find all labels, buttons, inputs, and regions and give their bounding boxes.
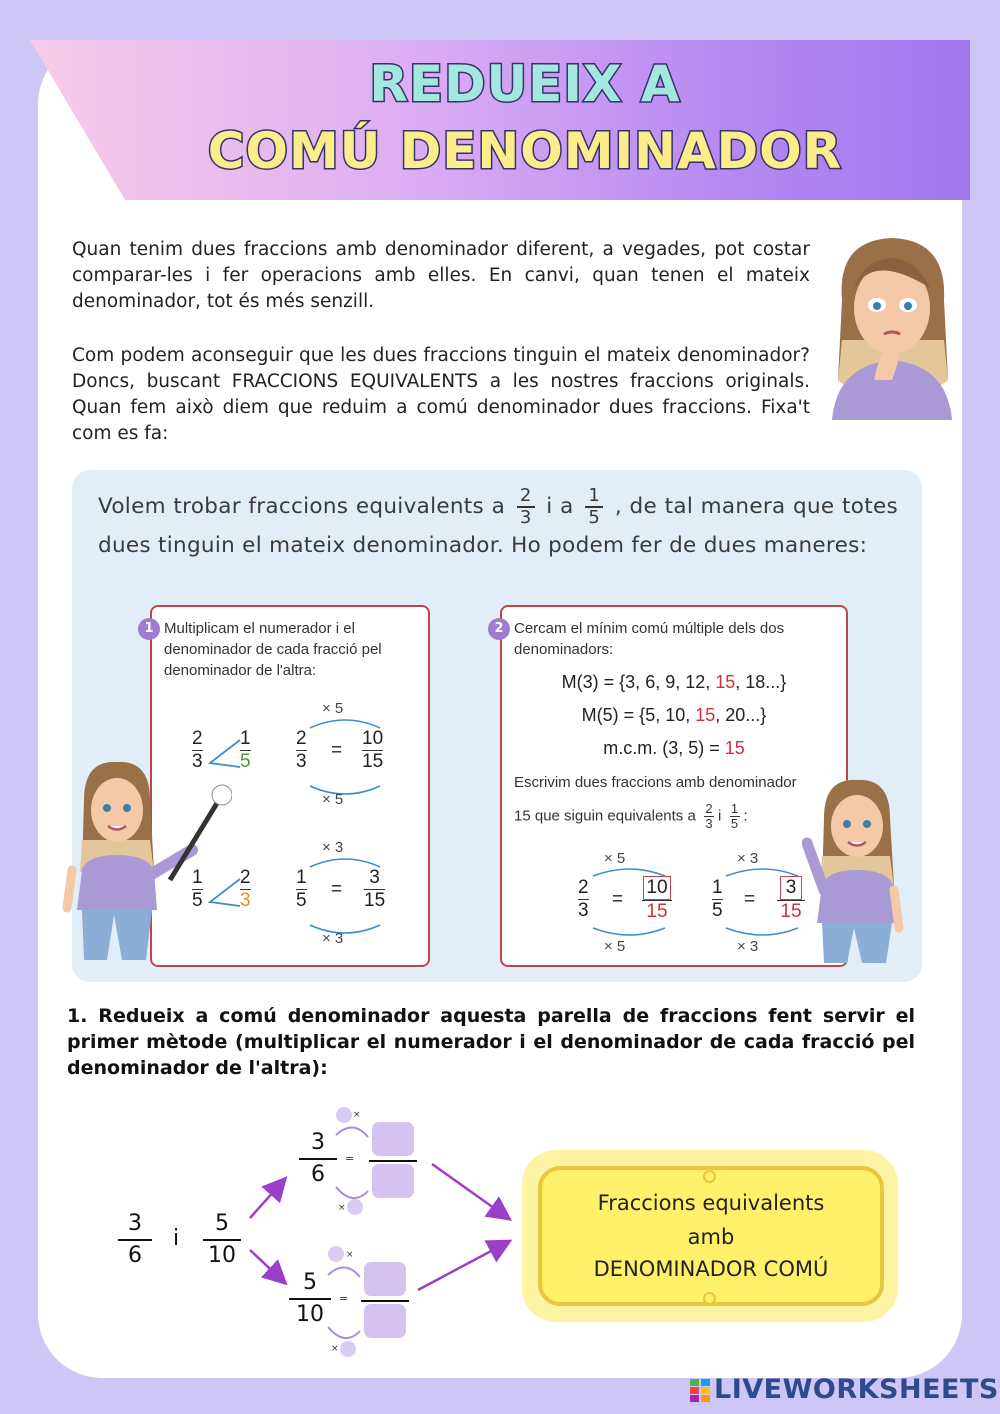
exercise-fraction-2: 5 10 <box>203 1209 241 1271</box>
presenting-avatar-illustration <box>802 778 912 973</box>
bottom-denominator-input[interactable] <box>364 1304 406 1338</box>
result-ring-top <box>703 1170 716 1183</box>
m2-eqA-frac-left: 2 3 <box>578 877 589 921</box>
m1-r2-frac-right: 3 15 <box>364 867 386 911</box>
m2-eqA-frac-right: $\frac{10}{15}$ <box>642 876 672 923</box>
multiples-of-5: M(5) = {5, 10, 15, 20...} <box>581 705 767 725</box>
thinking-avatar-illustration <box>822 230 962 420</box>
exercise-conjunction: i <box>173 1226 180 1251</box>
m1-r1-frac-b: 1 5 <box>240 728 251 772</box>
m1-r1-op-bottom: × 5 <box>322 791 344 808</box>
top-numerator-input[interactable] <box>372 1122 414 1156</box>
m1-r1-frac-left: 2 3 <box>296 728 307 772</box>
connector-arrows-icon <box>240 1160 530 1300</box>
bottom-original-fraction: 5 10 <box>289 1268 331 1330</box>
result-line-1: Fraccions equivalents <box>597 1191 825 1215</box>
liveworksheets-brand[interactable]: LIVEWORKSHEETS <box>714 1374 999 1405</box>
m2-eqA-arrows-icon <box>585 862 675 942</box>
m2-eqB-op-top: × 3 <box>737 850 759 867</box>
bottom-equals: = <box>339 1292 349 1305</box>
explanation-text <box>98 486 898 564</box>
method-2-text: Cercam el mínim comú múltiple dels dos denominadors: <box>514 620 785 658</box>
explanation-text-c: , de tal manera que totes dues tinguin el mateix denominador. Ho podem fer de dues maneres: <box>98 494 898 558</box>
m1-r2-equals: = <box>331 879 343 900</box>
m1-r2-op-top: × 3 <box>322 839 344 856</box>
m1-r1-arrows-icon <box>300 712 390 802</box>
m2-eqA-equals: = <box>612 889 624 910</box>
m1-r2-frac-left: 1 5 <box>296 867 307 911</box>
m1-r1-op-top: × 5 <box>322 700 344 717</box>
m2-eqB-arrows-icon <box>718 862 808 942</box>
intro-paragraph-1: Quan tenim dues fraccions amb denominador diferent, a vegades, pot costar comparar-les i fer operacions amb elles. En canvi, quan tenen el mateix denominador, tot és més senzill. <box>72 239 810 312</box>
multiples-of-3: M(3) = {3, 6, 9, 12, 15, 18...} <box>561 672 787 692</box>
m2-eqB-op-bottom: × 3 <box>737 938 759 955</box>
result-line-3: DENOMINADOR COMÚ <box>593 1257 829 1281</box>
lcm-line: m.c.m. (3, 5) = 15 <box>603 738 745 758</box>
title-line-2: COMÚ DENOMINADOR <box>207 122 843 180</box>
top-times-sign-top: × <box>353 1110 361 1120</box>
method-2-badge: 2 <box>488 618 510 640</box>
explanation-text-b: i a <box>546 494 574 519</box>
m1-r1-frac-right: 10 15 <box>362 728 384 772</box>
m2-eqA-op-top: × 5 <box>604 850 626 867</box>
top-times-sign-bottom: × <box>338 1203 346 1213</box>
m1-r2-arrows-icon <box>300 851 390 941</box>
top-original-fraction: 3 6 <box>299 1128 337 1190</box>
title-line-1: REDUEIX A <box>369 55 681 113</box>
exercise-prompt: 1. Redueix a comú denominador aquesta parella de fraccions fent servir el primer mètode (multiplicar el numerador i el denominador de cada fracció pel denominador de l'altra): <box>67 1005 915 1079</box>
intro-paragraph-2: Com podem aconseguir que les dues fraccions tinguin el mateix denominador? Doncs, buscant FRACCIONS EQUIVALENTS a les nostres fraccions originals. Quan fem això diem que reduim a comú denominador dues fraccions. Fixa't com es fa: <box>72 345 810 444</box>
m1-r2-frac-a: 1 5 <box>192 867 203 911</box>
m1-r2-frac-b: 2 3 <box>240 867 251 911</box>
m1-r1-equals: = <box>331 740 343 761</box>
method-1-badge: 1 <box>138 618 160 640</box>
bottom-times-sign-top: × <box>346 1250 354 1260</box>
explanation-text-a: Volem trobar fraccions equivalents a <box>98 494 506 519</box>
m1-r2-op-bottom: × 3 <box>322 930 344 947</box>
m2-eqB-frac-left: 1 5 <box>712 877 723 921</box>
fraction-2-3: $\frac{2}{3}$ <box>517 486 535 528</box>
exercise-fraction-1: 3 6 <box>118 1209 152 1271</box>
result-line-2: amb <box>687 1225 735 1249</box>
pointing-avatar-illustration <box>62 760 232 975</box>
result-ring-bottom <box>703 1292 716 1305</box>
method-1-text: Multiplicam el numerador i el denominador de cada fracció pel denominador de l'altra: <box>164 620 382 679</box>
method-2-text-2a: Escrivim dues fraccions amb denominador <box>514 774 797 791</box>
m2-eqB-frac-right: $\frac{3}{15}$ <box>777 876 805 923</box>
m2-eqB-equals: = <box>744 889 756 910</box>
method-2-text-2b: 15 que siguin equivalents a $\frac{2}{3}$ i $\frac{1}{5}$ : <box>514 801 748 831</box>
fraction-1-5: $\frac{1}{5}$ <box>585 486 603 528</box>
m1-r1-frac-a: 2 3 <box>192 728 203 772</box>
liveworksheets-logo-icon <box>690 1379 710 1403</box>
top-equals: = <box>345 1152 355 1165</box>
bottom-times-sign-bottom: × <box>331 1344 339 1354</box>
m2-eqA-op-bottom: × 5 <box>604 938 626 955</box>
